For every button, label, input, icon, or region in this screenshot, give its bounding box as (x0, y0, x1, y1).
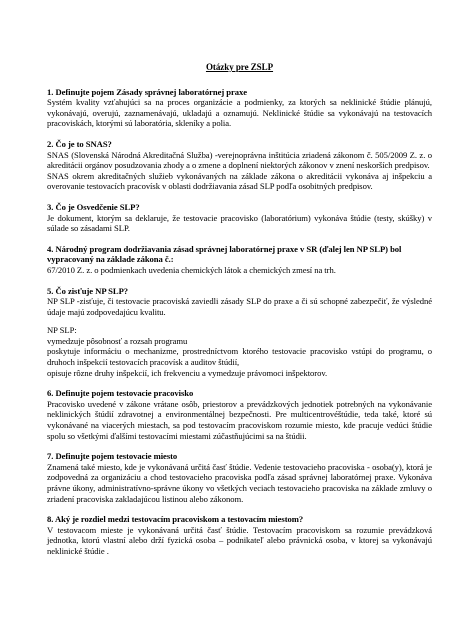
document-page (47, 62, 432, 567)
section-paragraph: Pracovisko uvedené v zákone vrátane osôb, priestorov a prevádzkových jednotiek potrebných na vykonávanie neklinických štúdií zdravotnej a environmentálnej bezpečnosti. Pre multicentrovéštúdie, teda také, ktoré sú vykonávané na viacerých miestach, sa pod testovacím pracoviskom rozumie miesto, kde pracuje vedúci štúdie spolu so všetkými ďalšími testovacími miestami zúčastňujúcimi sa na štúdii. (47, 398, 432, 441)
section-heading: 1. Definujte pojem Zásady správnej laboratórnej praxe (47, 86, 248, 97)
section-paragraph: SNAS (Slovenská Národná Akreditačná Služba) -verejnoprávna inštitúcia zriadená zákonom č. 505/2009 Z. z. o akreditácii orgánov posudzovania zhody a o zmene a doplnení niektorých zákonov v znení neskorších predpisov. (47, 149, 432, 171)
section-heading: 2. Čo je to SNAS? (47, 138, 112, 149)
section-heading: 7. Definujte pojem testovacie miesto (47, 451, 178, 462)
section-paragraph: Je dokument, ktorým sa deklaruje, že testovacie pracovisko (laboratórium) vykonáva štúdie (testy, skúšky) v súlade so zásadami SLP. (47, 212, 432, 234)
section-heading: 5. Čo zisťuje NP SLP? (47, 285, 129, 296)
section-paragraph: Systém kvality vzťahujúci sa na proces organizácie a podmienky, za ktorých sa neklinické štúdie plánujú, vykonávajú, overujú, zaznamenávajú, ukladajú a oznamujú. Neklinické štúdie sa vykonávajú na testovacích pracoviskách, ktorými sú laboratória, skleníky a polia. (47, 97, 432, 129)
section-3 (47, 202, 432, 234)
document-title: Otázky pre ZSLP (205, 62, 274, 72)
section-paragraph: Znamená také miesto, kde je vykonávaná určitá časť štúdie. Vedenie testovacieho pracoviska - osoba(y), ktorá je zodpovedná za organizáciu a chod testovacieho pracoviska podľa zásad správnej laboratórnej praxe. Vykonáva právne úkony, administratívno-správne úkony vo všetkých veciach testovacieho pracoviska na základe zmluvy o zriadení pracoviska zakladajúcou listinou alebo zákonom. (47, 461, 432, 504)
section-paragraph: 67/2010 Z. z. o podmienkach uvedenia chemických látok a chemických zmesí na trh. (47, 264, 336, 275)
section-2 (47, 139, 432, 192)
section-6 (47, 388, 432, 441)
section-paragraph: V testovacom mieste je vykonávaná určitá časť štúdie. Testovacím pracoviskom sa rozumie prevádzková jednotka, ktorú vlastní alebo drží fyzická osoba – podnikateľ alebo právnická osoba, v ktorej sa vykonávajú neklinické štúdie . (47, 524, 432, 556)
section-heading: 8. Aký je rozdiel medzi testovacím pracoviskom a testovacím miestom? (47, 514, 304, 525)
section-5 (47, 286, 432, 379)
section-paragraph-list: NP SLP: vymedzuje pôsobnosť a rozsah programu poskytuje informáciu o mechanizme, prostredníctvom ktorého testovacie pracovisko vstúpi do programu, o druhoch inšpekcií testovacích pracovísk a auditov štúdií, opisuje rôzne druhy inšpekcií, ich frekvenciu a vymedzuje právomoci inšpektorov. (47, 325, 432, 378)
section-heading: 6. Definujte pojem testovacie pracovisko (47, 388, 194, 399)
section-paragraph: SNAS okrem akreditačných služieb vykonávaných na základe zákona o akreditácii vykonáva aj inšpekciu a overovanie testovacích pracovísk v oblasti dodržiavania zásad SLP podľa osobitných predpisov. (47, 170, 432, 192)
section-4 (47, 244, 432, 276)
section-heading: 3. Čo je Osvedčenie SLP? (47, 201, 140, 212)
section-paragraph: NP SLP -zisťuje, či testovacie pracoviská zaviedli zásady SLP do praxe a či sú schopné zabezpečiť, že výsledné údaje majú zodpovedajúcu kvalitu. (47, 296, 432, 317)
section-8 (47, 514, 432, 556)
section-7 (47, 451, 432, 504)
section-heading: 4. Národný program dodržiavania zásad správnej laboratórnej praxe v SR (ďalej len NP SLP) bol vypracovaný na základe zákona č.: (47, 243, 402, 265)
section-1 (47, 87, 432, 129)
